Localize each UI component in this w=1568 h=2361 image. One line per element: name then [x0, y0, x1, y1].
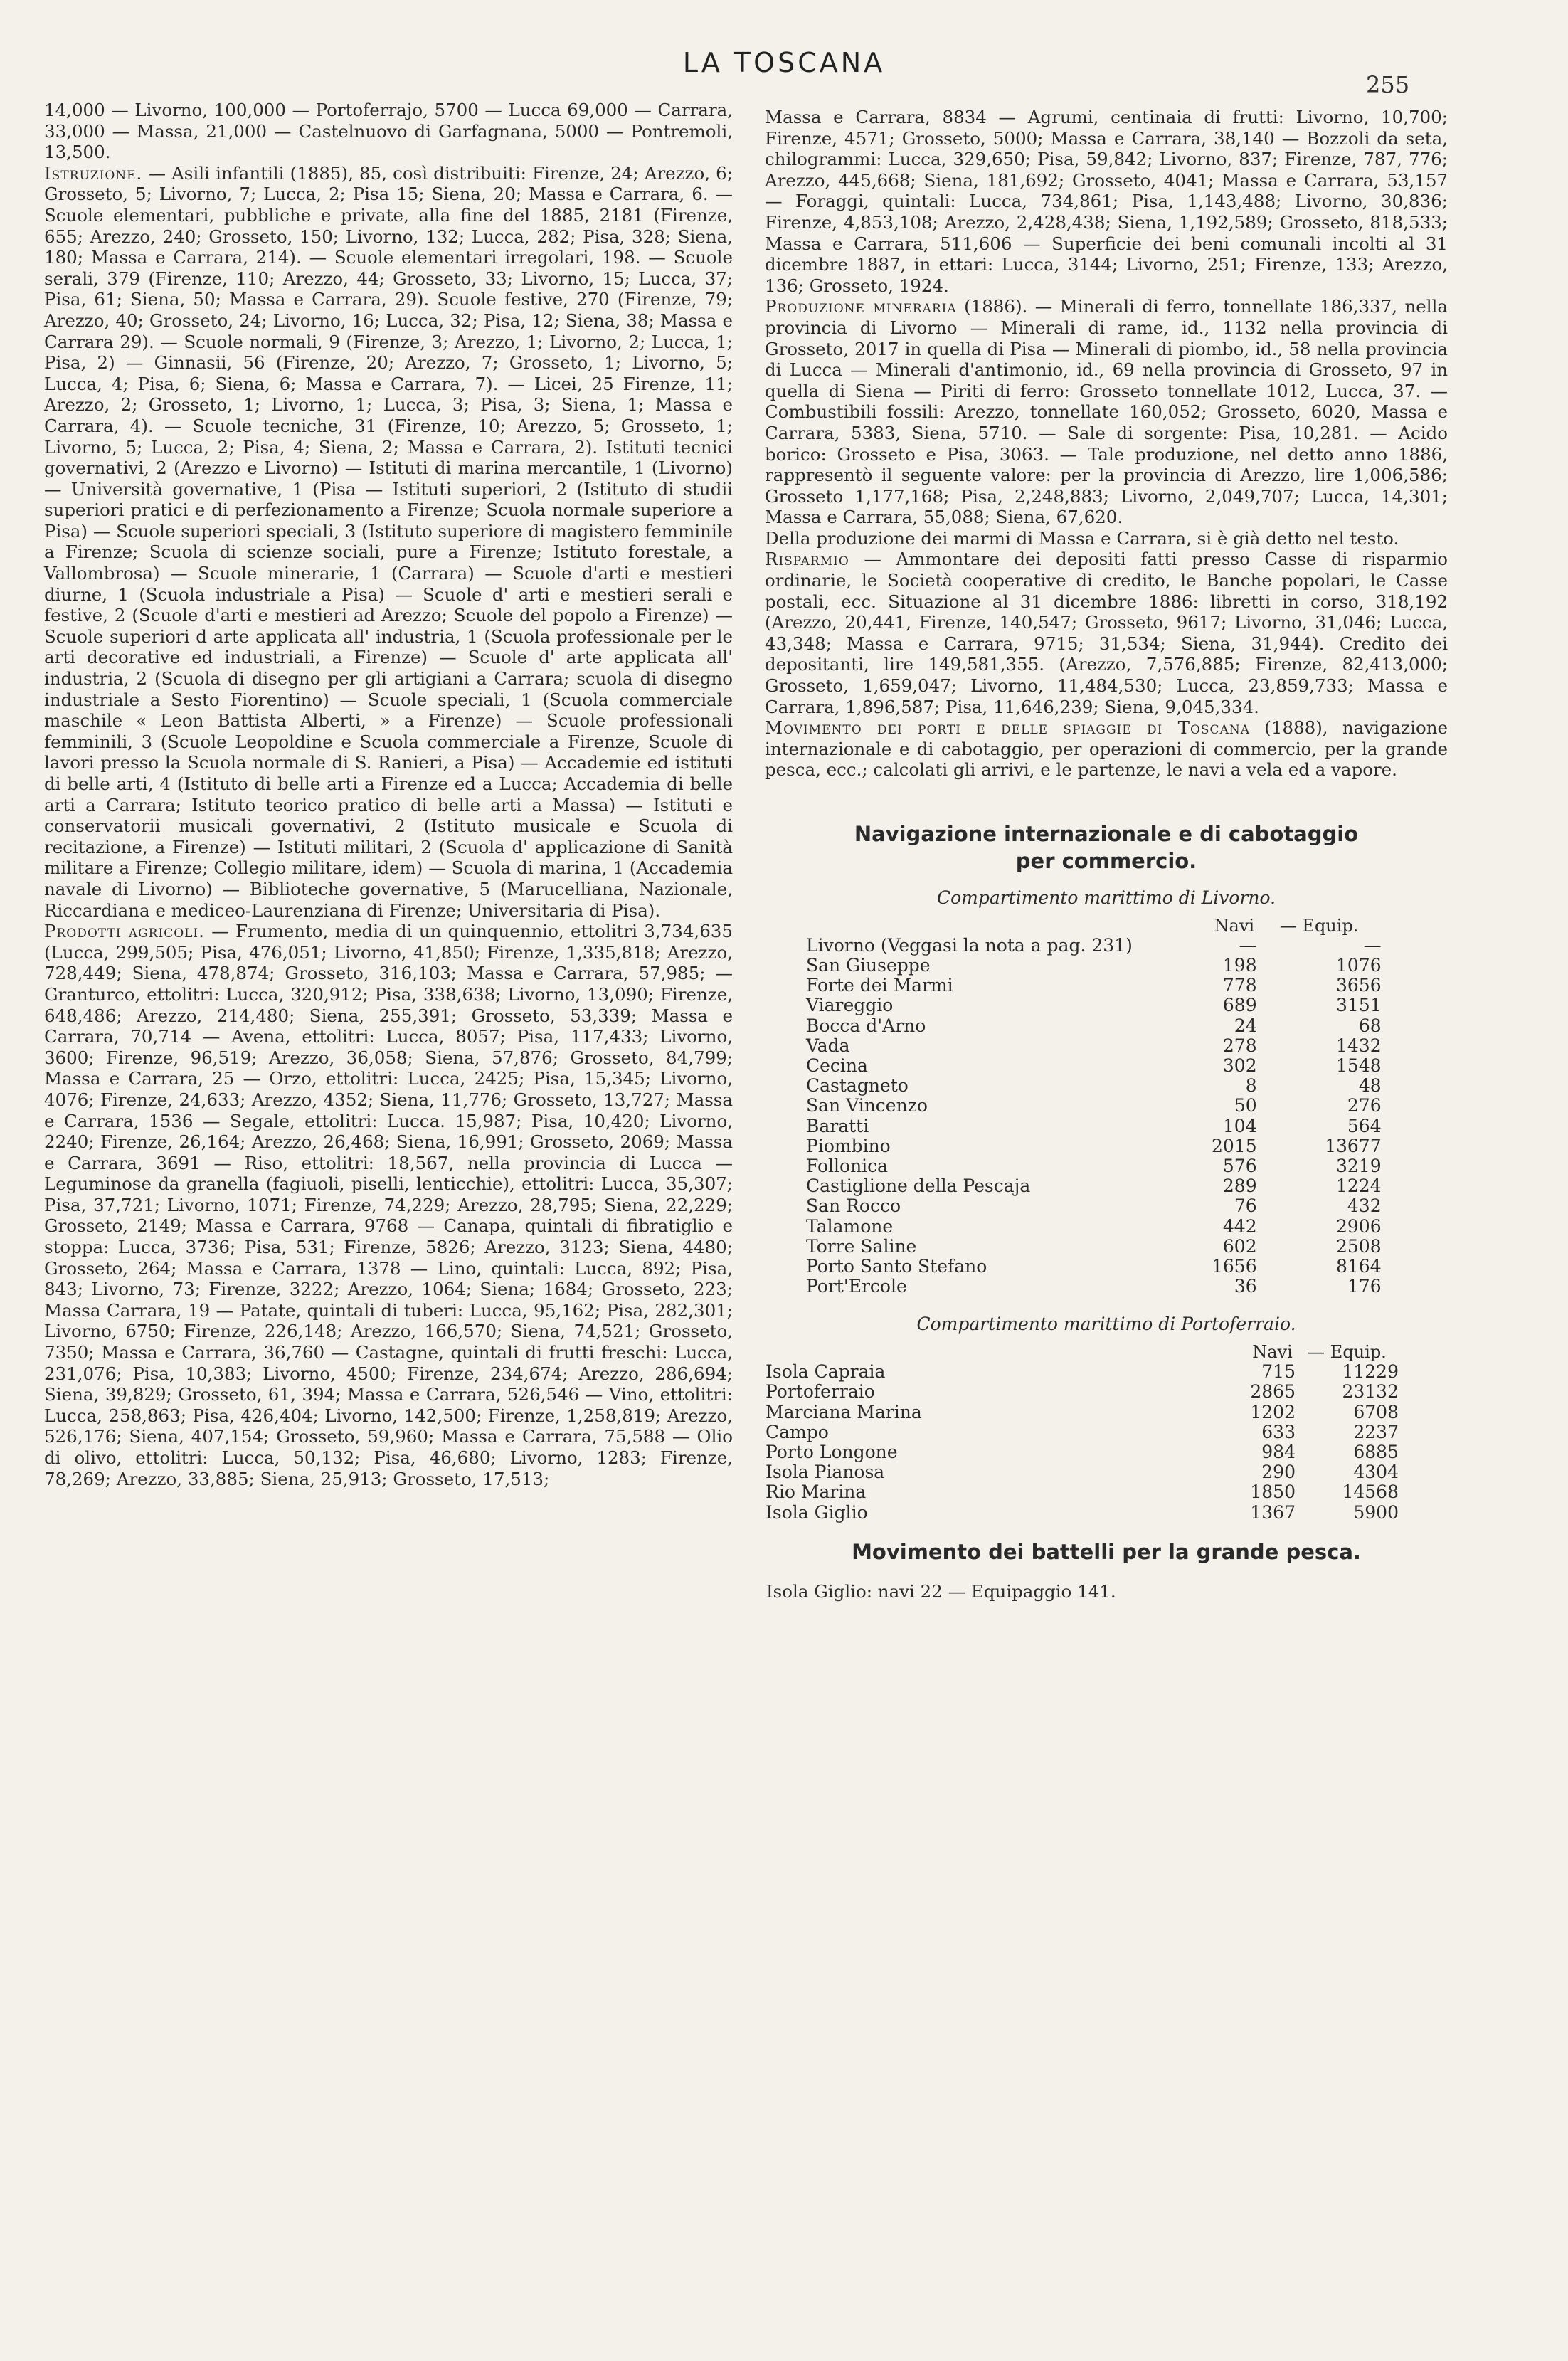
port-name-cell: Piombino: [806, 1135, 891, 1156]
port-name-cell: Baratti: [806, 1115, 869, 1136]
navi-cell: 1850: [1250, 1481, 1296, 1503]
livorno-subtitle: Compartimento marittimo di Livorno.: [936, 887, 1276, 908]
port-name-cell: Cecina: [806, 1055, 868, 1077]
portoferraio-table-body: [766, 1362, 1399, 1523]
equip-cell: 14568: [1342, 1481, 1399, 1503]
navi-cell: 198: [1222, 955, 1257, 976]
navi-cell: 1367: [1250, 1501, 1296, 1523]
table-header-row: [766, 1342, 1399, 1362]
table-header-name: [766, 1342, 1249, 1362]
table-row: [766, 1382, 1399, 1402]
paragraph-text: Della produzione dei marmi di Massa e Carrara, si è già detto nel testo.: [765, 527, 1399, 549]
table-row: [806, 956, 1382, 976]
page-title: LA TOSCANA: [682, 47, 886, 78]
navi-cell: 576: [1222, 1156, 1257, 1177]
navi-cell: 36: [1234, 1276, 1257, 1297]
navi-cell: 104: [1222, 1115, 1257, 1136]
paragraph-population: [44, 100, 733, 163]
equip-cell: 432: [1347, 1195, 1382, 1217]
port-name-cell: Vada: [806, 1035, 850, 1056]
port-name-cell: Porto Longone: [766, 1442, 898, 1463]
left-column: [44, 100, 733, 1489]
table-row: [806, 1096, 1382, 1116]
navi-cell: 290: [1261, 1462, 1296, 1483]
navi-cell: 278: [1222, 1035, 1257, 1056]
paragraph-movimento-porti: [765, 717, 1448, 781]
equip-cell: 13677: [1325, 1135, 1382, 1156]
navi-cell: 8: [1245, 1075, 1257, 1097]
navi-cell: 302: [1222, 1055, 1257, 1077]
equip-cell: 8164: [1336, 1256, 1382, 1277]
navi-cell: 2015: [1212, 1135, 1257, 1156]
port-name-cell: Talamone: [806, 1215, 894, 1237]
port-name-cell: Portoferraio: [766, 1381, 875, 1403]
paragraph-text: — Asili infantili (1885), 85, così distribuiti: Firenze, 24; Arezzo, 6; Grosseto, 5; Livorno, 7; Lucca, 2; Pisa 15; Siena, 20; Massa e Carrara, 6. — Scuole elementari, pubbliche e private, alla fine del 1885, 2181 (Firenze, 655; Arezzo, 240; Grosseto, 150; Livorno, 132; Lucca, 282; Pisa, 328; Siena, 180; Massa e Carrara, 214). — Scuole elementari irregolari, 198. — Scuole serali, 379 (Firenze, 110; Arezzo, 44; Grosseto, 33; Livorno, 15; Lucca, 37; Pisa, 61; Siena, 50; Massa e Carrara, 29). Scuole festive, 270 (Firenze, 79; Arezzo, 40; Grosseto, 24; Livorno, 16; Lucca, 32; Pisa, 12; Siena, 38; Massa e Carrara 29). — Scuole normali, 9 (Firenze, 3; Arezzo, 1; Livorno, 2; Lucca, 1; Pisa, 2) — Ginnasii, 56 (Firenze, 20; Arezzo, 7; Grosseto, 1; Livorno, 5; Lucca, 4; Pisa, 6; Siena, 6; Massa e Carrara, 7). — Licei, 25 Firenze, 11; Arezzo, 2; Grosseto, 1; Livorno, 1; Lucca, 3; Pisa, 3; Siena, 1; Massa e Carrara, 4). — Scuole tecniche, 31 (Firenze, 10; Arezzo, 5; Grosseto, 1; Livorno, 5; Lucca, 2; Pisa, 4; Siena, 2; Massa e Carrara, 2). Istituti tecnici governativi, 2 (Arezzo e Livorno) — Istituti di marina mercantile, 1 (Livorno) — Università governative, 1 (Pisa — Istituti superiori, 2 (Istituto di studii superiori pratici e di perfezionamento a Firenze; Scuola normale superiore a Pisa) — Scuole superiori speciali, 3 (Istituto superiore di magistero femminile a Firenze; Scuola di scienze sociali, pure a Firenze; Istituto forestale, a Vallombrosa) — Scuole minerarie, 1 (Carrara) — Scuole d'arti e mestieri diurne, 1 (Scuola industriale a Pisa) — Scuole d' arti e mestieri serali e festive, 2 (Scuole d'arti e mestieri ad Arezzo; Scuole del popolo a Firenze) — Scuole superiori d arte applicata all' industria, 1 (Scuola professionale per le arti decorative ed industriali, a Firenze) — Scuole d' arte applicata all' industria, 2 (Scuola di disegno per gli artigiani a Carrara; scuola di disegno industriale a Sesto Fiorentino) — Scuole speciali, 1 (Scuola commerciale maschile « Leon Battista Alberti, » a Firenze) — Scuole professionali femminili, 3 (Scuole Leopoldine e Scuola commerciale a Firenze, Scuole di lavori presso la Scuola normale di S. Ranieri, a Pisa) — Accademie ed istituti di belle arti, 4 (Istituto di belle arti a Firenze ed a Lucca; Accademia di belle arti a Carrara; Istituto teorico pratico di belle arti a Massa) — Istituti e conservatorii musicali governativi, 2 (Istituto musicale e Scuola di recitazione, a Firenze) — Istituti militari, 2 (Scuola d' applicazione di Sanità militare a Firenze; Collegio militare, idem) — Scuola di marina, 1 (Accademia navale di Livorno) — Biblioteche governative, 5 (Marucelliana, Nazionale, Riccardiana e mediceo-Laurenziana di Firenze; Universitaria di Pisa).: [44, 162, 733, 921]
paragraph-marmi: [765, 528, 1448, 549]
navigation-heading-line: Navigazione internazionale e di cabotaggio: [854, 822, 1359, 846]
equip-cell: 6885: [1353, 1442, 1399, 1463]
table-row: [806, 1036, 1382, 1056]
fishing-heading: Movimento dei battelli per la grande pesca.: [852, 1539, 1361, 1564]
navigation-heading-line: per commercio.: [1015, 849, 1197, 873]
navi-cell: —: [1239, 934, 1257, 956]
navi-cell: 50: [1234, 1095, 1257, 1116]
paragraph-lead: Istruzione.: [44, 162, 143, 184]
port-name-cell: Isola Capraia: [766, 1361, 886, 1383]
paragraph-lead: Prodotti agricoli.: [44, 921, 205, 942]
paragraph-text: Massa e Carrara, 8834 — Agrumi, centinaia di frutti: Livorno, 10,700; Firenze, 4571; Grosseto, 5000; Massa e Carrara, 38,140 — Bozzoli da seta, chilogrammi: Lucca, 329,650; Pisa, 59,842; Livorno, 837; Firenze, 787, 776; Arezzo, 445,668; Siena, 181,692; Grosseto, 4041; Massa e Carrara, 53,157 — Foraggi, quintali: Lucca, 734,861; Pisa, 1,143,488; Livorno, 30,836; Firenze, 4,853,108; Arezzo, 2,428,438; Siena, 1,192,589; Grosseto, 818,533; Massa e Carrara, 511,606 — Superficie dei beni comunali incolti al 31 dicembre 1887, in ettari: Lucca, 3144; Livorno, 251; Firenze, 133; Arezzo, 136; Grosseto, 1924.: [765, 107, 1448, 296]
table-row: [766, 1422, 1399, 1442]
navi-cell: 1202: [1250, 1401, 1296, 1422]
table-row: [766, 1482, 1399, 1502]
right-column: [765, 107, 1448, 1602]
navi-cell: 2865: [1250, 1381, 1296, 1403]
paragraph-lead: Produzione mineraria: [765, 296, 957, 317]
fishing-text: Isola Giglio: navi 22 — Equipaggio 141.: [766, 1580, 1116, 1602]
table-row: [806, 1056, 1382, 1076]
table-row: [766, 1462, 1399, 1482]
table-header-row: [806, 916, 1382, 936]
equip-cell: 68: [1358, 1015, 1382, 1036]
equip-cell: 6708: [1353, 1401, 1399, 1422]
equip-cell: 2508: [1336, 1235, 1382, 1257]
equip-cell: 11229: [1342, 1361, 1399, 1383]
port-name-cell: Livorno (Veggasi la nota a pag. 231): [806, 934, 1133, 956]
table-row: [806, 1277, 1382, 1296]
navi-cell: 289: [1222, 1176, 1257, 1197]
equip-cell: 48: [1358, 1075, 1382, 1097]
table-header-name: [806, 916, 1212, 936]
navi-cell: 984: [1261, 1442, 1296, 1463]
equip-cell: 1224: [1336, 1176, 1382, 1197]
livorno-table: [806, 916, 1382, 1297]
equip-cell: 23132: [1342, 1381, 1399, 1403]
equip-cell: 276: [1347, 1095, 1382, 1116]
navi-cell: 633: [1261, 1421, 1296, 1442]
table-row: [766, 1362, 1399, 1382]
port-name-cell: San Giuseppe: [806, 955, 931, 976]
table-header-navi: Navi: [1252, 1342, 1293, 1363]
table-row: [806, 1016, 1382, 1036]
port-name-cell: Rio Marina: [766, 1481, 867, 1503]
paragraph-text: — Ammontare dei depositi fatti presso Casse di risparmio ordinarie, le Società cooperative di credito, le Banche popolari, le Casse postali, ecc. Situazione al 31 dicembre 1886: libretti in corso, 318,192 (Arezzo, 20,441, Firenze, 140,547; Grosseto, 9617; Livorno, 31,046; Lucca, 43,348; Massa e Carrara, 9715; 31,534; Siena, 31,944). Credito dei depositanti, lire 149,581,355. (Arezzo, 7,576,885; Firenze, 82,413,000; Grosseto, 1,659,047; Livorno, 11,484,530; Lucca, 23,859,733; Massa e Carrara, 1,896,587; Pisa, 11,646,239; Siena, 9,045,334.: [765, 549, 1448, 717]
portoferraio-subtitle: Compartimento marittimo di Portoferraio.: [916, 1314, 1296, 1335]
paragraph-lead: Movimento dei porti e delle spiaggie di Toscana: [765, 717, 1250, 739]
navi-cell: 76: [1234, 1195, 1257, 1217]
table-row: [806, 976, 1382, 995]
table-row: [806, 1116, 1382, 1136]
paragraph-produzione-mineraria: [765, 296, 1448, 528]
table-row: [806, 1176, 1382, 1196]
equip-cell: 1432: [1336, 1035, 1382, 1056]
paragraph-prodotti-agricoli: [44, 921, 733, 1489]
equip-cell: 1548: [1336, 1055, 1382, 1077]
navi-cell: 24: [1234, 1015, 1257, 1036]
table-header-equip: — Equip.: [1308, 1342, 1387, 1363]
table-row: [806, 1076, 1382, 1096]
paragraph-text: (1888), navigazione internazionale e di cabotaggio, per operazioni di commercio, per la grande pesca, ecc.; calcolati gli arrivi, e le partenze, le navi a vela ed a vapore.: [765, 717, 1448, 781]
paragraph-text: (1886). — Minerali di ferro, tonnellate 186,337, nella provincia di Livorno — Minerali di rame, id., 1132 nella provincia di Grosseto, 2017 in quella di Pisa — Minerali di piombo, id., 58 nella provincia di Lucca — Minerali d'antimonio, id., 69 nella provincia di Grosseto, 97 in quella di Siena — Piriti di ferro: Grosseto tonnellate 1012, Lucca, 37. — Combustibili fossili: Arezzo, tonnellate 160,052; Grosseto, 6020, Massa e Carrara, 5383, Siena, 5710. — Sale di sorgente: Pisa, 10,281. — Acido borico: Grosseto e Pisa, 3063. — Tale produzione, nel detto anno 1886, rappresentò il seguente valore: per la provincia di Arezzo, lire 1,006,586; Grosseto 1,177,168; Pisa, 2,248,883; Livorno, 2,049,707; Lucca, 14,301; Massa e Carrara, 55,088; Siena, 67,620.: [765, 296, 1448, 528]
port-name-cell: Bocca d'Arno: [806, 1015, 926, 1036]
table-row: [806, 1196, 1382, 1216]
navi-cell: 1656: [1212, 1256, 1257, 1277]
port-name-cell: Porto Santo Stefano: [806, 1256, 987, 1277]
equip-cell: 3151: [1336, 995, 1382, 1016]
navi-cell: 602: [1222, 1235, 1257, 1257]
equip-cell: 4304: [1353, 1462, 1399, 1483]
equip-cell: 3656: [1336, 975, 1382, 996]
port-name-cell: Follonica: [806, 1156, 889, 1177]
paragraph-istruzione: [44, 163, 733, 921]
navi-cell: 715: [1261, 1361, 1296, 1383]
table-row: [806, 1237, 1382, 1257]
livorno-table-body: [806, 936, 1382, 1297]
port-name-cell: Marciana Marina: [766, 1401, 922, 1422]
table-row: [806, 1257, 1382, 1277]
equip-cell: 176: [1347, 1276, 1382, 1297]
equip-cell: 2237: [1353, 1421, 1399, 1442]
table-row: [766, 1403, 1399, 1422]
paragraph-lead: Risparmio: [765, 549, 849, 570]
port-name-cell: Port'Ercole: [806, 1276, 907, 1297]
port-name-cell: Isola Giglio: [766, 1501, 868, 1523]
equip-cell: 3219: [1336, 1156, 1382, 1177]
paragraph-text: — Frumento, media di un quinquennio, ettolitri 3,734,635 (Lucca, 299,505; Pisa, 476,051; Livorno, 41,850; Firenze, 1,335,818; Arezzo, 728,449; Siena, 478,874; Grosseto, 316,103; Massa e Carrara, 57,985; — Granturco, ettolitri: Lucca, 320,912; Pisa, 338,638; Livorno, 13,090; Firenze, 648,486; Arezzo, 214,480; Siena, 255,391; Grosseto, 53,339; Massa e Carrara, 70,714 — Avena, ettolitri: Lucca, 8057; Pisa, 117,433; Livorno, 3600; Firenze, 96,519; Arezzo, 36,058; Siena, 57,876; Grosseto, 84,799; Massa e Carrara, 25 — Orzo, ettolitri: Lucca, 2425; Pisa, 15,345; Livorno, 4076; Firenze, 24,633; Arezzo, 4352; Siena, 11,776; Grosseto, 13,727; Massa e Carrara, 1536 — Segale, ettolitri: Lucca. 15,987; Pisa, 10,420; Livorno, 2240; Firenze, 26,164; Arezzo, 26,468; Siena, 16,991; Grosseto, 2069; Massa e Carrara, 3691 — Riso, ettolitri: 18,567, nella provincia di Lucca — Leguminose da granella (fagiuoli, piselli, lenticchie), ettolitri: Lucca, 35,307; Pisa, 37,721; Livorno, 1071; Firenze, 74,229; Arezzo, 28,795; Siena, 22,229; Grosseto, 2149; Massa e Carrara, 9768 — Canapa, quintali di fibratiglio e stoppa: Lucca, 3736; Pisa, 531; Firenze, 5826; Arezzo, 3123; Siena, 4480; Grosseto, 264; Massa e Carrara, 1378 — Lino, quintali: Lucca, 892; Pisa, 843; Livorno, 73; Firenze, 3222; Arezzo, 1064; Siena; 1684; Grosseto, 223; Massa Carrara, 19 — Patate, quintali di tuberi: Lucca, 95,162; Pisa, 282,301; Livorno, 6750; Firenze, 226,148; Arezzo, 166,570; Siena, 74,521; Grosseto, 7350; Massa e Carrara, 36,760 — Castagne, quintali di frutti freschi: Lucca, 231,076; Pisa, 10,383; Livorno, 4500; Firenze, 234,674; Arezzo, 286,694; Siena, 39,829; Grosseto, 61, 394; Massa e Carrara, 526,546 — Vino, ettolitri: Lucca, 258,863; Pisa, 426,404; Livorno, 142,500; Firenze, 1,258,819; Arezzo, 526,176; Siena, 407,154; Grosseto, 59,960; Massa e Carrara, 75,588 — Olio di olivo, ettolitri: Lucca, 50,132; Pisa, 46,680; Livorno, 1283; Firenze, 78,269; Arezzo, 33,885; Siena, 25,913; Grosseto, 17,513;: [44, 921, 733, 1489]
port-name-cell: Campo: [766, 1421, 829, 1442]
navi-cell: 689: [1222, 995, 1257, 1016]
page-number: 255: [1366, 71, 1410, 98]
table-header-navi: Navi: [1214, 915, 1255, 936]
portoferraio-table: [766, 1342, 1399, 1523]
paragraph-risparmio: [765, 549, 1448, 717]
table-header-equip: — Equip.: [1279, 915, 1359, 936]
port-name-cell: San Rocco: [806, 1195, 901, 1217]
equip-cell: —: [1363, 934, 1382, 956]
port-name-cell: Isola Pianosa: [766, 1462, 885, 1483]
port-name-cell: Torre Saline: [806, 1235, 917, 1257]
table-row: [766, 1442, 1399, 1462]
navi-cell: 778: [1222, 975, 1257, 996]
port-name-cell: San Vincenzo: [806, 1095, 928, 1116]
equip-cell: 1076: [1336, 955, 1382, 976]
port-name-cell: Forte dei Marmi: [806, 975, 953, 996]
port-name-cell: Viareggio: [806, 995, 894, 1016]
table-row: [806, 995, 1382, 1015]
navigation-heading: [765, 820, 1448, 875]
table-row: [806, 1156, 1382, 1176]
paragraph-products-continued: [765, 107, 1448, 296]
paragraph-text: 14,000 — Livorno, 100,000 — Portoferrajo, 5700 — Lucca 69,000 — Carrara, 33,000 — Massa, 21,000 — Castelnuovo di Garfagnana, 5000 — Pontremoli, 13,500.: [44, 100, 733, 163]
table-row: [806, 1217, 1382, 1237]
navi-cell: 442: [1222, 1215, 1257, 1237]
table-row: [806, 936, 1382, 956]
equip-cell: 2906: [1336, 1215, 1382, 1237]
equip-cell: 5900: [1353, 1501, 1399, 1523]
table-row: [806, 1136, 1382, 1156]
port-name-cell: Castagneto: [806, 1075, 909, 1097]
table-row: [766, 1503, 1399, 1523]
port-name-cell: Castiglione della Pescaja: [806, 1176, 1031, 1197]
equip-cell: 564: [1347, 1115, 1382, 1136]
